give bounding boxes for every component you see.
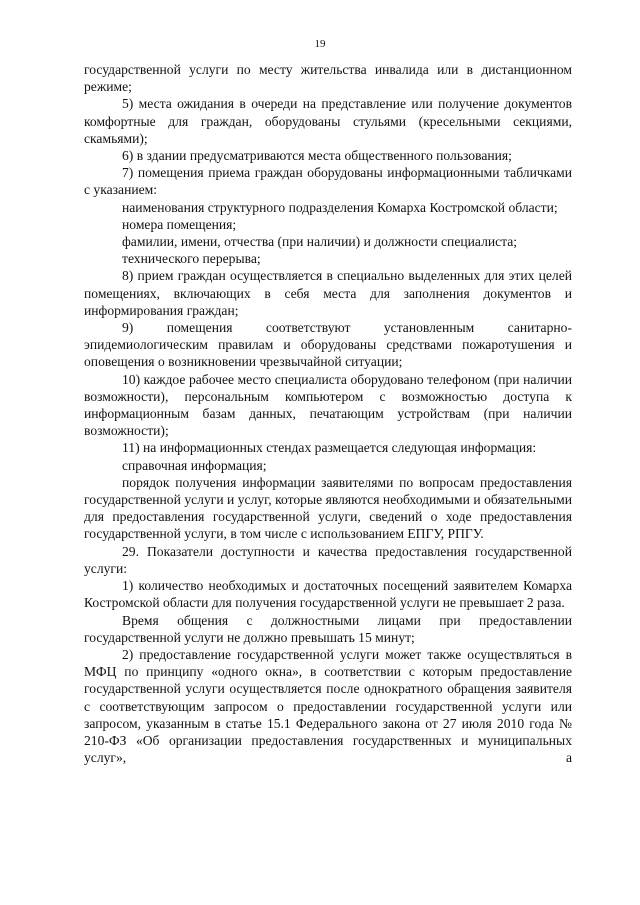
paragraph: 10) каждое рабочее место специалиста оборудовано телефоном (при наличии возможности), персональным компьютером с возможностью доступа к информационным базам данных, печатающим устройствам (при наличии возможности); bbox=[84, 371, 572, 439]
document-body bbox=[84, 61, 572, 766]
paragraph: фамилии, имени, отчества (при наличии) и должности специалиста; bbox=[122, 234, 518, 250]
paragraph: наименования структурного подразделения Комарха Костромской области; bbox=[122, 199, 558, 215]
paragraph: Время общения с должностными лицами при предоставлении государственной услуги не должно превышать 15 минут; bbox=[84, 612, 572, 645]
paragraph: 1) количество необходимых и достаточных посещений заявителем Комарха Костромской области для получения государственной услуги не превышает 2 раза. bbox=[84, 578, 572, 611]
paragraph: справочная информация; bbox=[122, 457, 267, 473]
paragraph: номера помещения; bbox=[122, 216, 237, 232]
paragraph: 5) места ожидания в очереди на представление или получение документов комфортные для граждан, оборудованы стульями (кресельными секциями, скамьями); bbox=[84, 96, 572, 146]
paragraph: 11) на информационных стендах размещается следующая информация: bbox=[122, 440, 537, 456]
paragraph: 6) в здании предусматриваются места общественного пользования; bbox=[122, 148, 512, 164]
paragraph: 9) помещения соответствуют установленным санитарно-эпидемиологическим правилам и оборудованы средствами пожаротушения и оповещения о возникновении чрезвычайной ситуации; bbox=[84, 320, 572, 370]
paragraph: 7) помещения приема граждан оборудованы информационными табличками с указанием: bbox=[84, 165, 572, 198]
paragraph: 2) предоставление государственной услуги может также осуществляться в МФЦ по принципу «одного окна», в соответствии с которым предоставление государственной услуги осуществляется после однократного обращения заявителя с соответствующим запросом о предоставлении государственной услуги или запросом, указанным в статье 15.1 Федерального закона от 27 июля 2010 года № 210-ФЗ «Об организации предоставления государственных и муниципальных услуг», а bbox=[84, 646, 572, 766]
paragraph: технического перерыва; bbox=[122, 251, 261, 267]
paragraph: порядок получения информации заявителями по вопросам предоставления государственной услуги и услуг, которые являются необходимыми и обязательными для предоставления государственной услуги, сведений о ходе предоставления государственной услуги, в том числе с использованием ЕПГУ, РПГУ. bbox=[84, 474, 572, 542]
paragraph: 29. Показатели доступности и качества предоставления государственной услуги: bbox=[84, 543, 572, 576]
paragraph: государственной услуги по месту жительства инвалида или в дистанционном режиме; bbox=[84, 62, 572, 95]
page-number: 19 bbox=[314, 38, 326, 50]
paragraph: 8) прием граждан осуществляется в специально выделенных для этих целей помещениях, включающих в себя места для заполнения документов и информирования граждан; bbox=[84, 268, 572, 318]
